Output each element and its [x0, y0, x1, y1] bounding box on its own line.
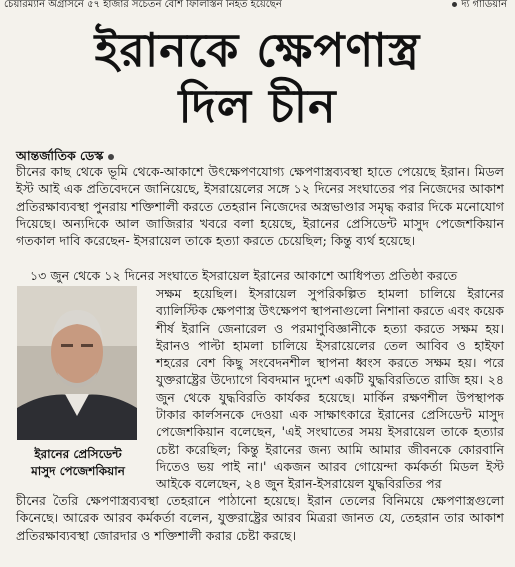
article-paragraph-2-lead: ১৩ জুন থেকে ১২ দিনের সংঘাতে ইসরায়েল ইরানের আকাশে আধিপত্য প্রতিষ্ঠা করতে: [30, 268, 458, 283]
caption-line-2: মাসুদ পেজেশকিয়ান: [31, 464, 125, 478]
article-paragraph-2-wrapped: সক্ষম হয়েছিল। ইসরায়েল সুপরিকল্পিত হামলা চালিয়ে ইরানের ব্যালিস্টিক ক্ষেপণাস্ত্র উৎক্ষেপণ স্থাপনাগুলো নিশানা করতে এবং কয়েক শীর্ষ ইরানি জেনারেল ও পরমাণুবিজ্ঞানীকে হত্যা করতে সক্ষম হয়। ইরানও পাল্টা হামলা চালিয়ে ইসরায়েলের তেল আবিব ও হাইফা শহরের বেশ কিছু সংবেদনশীল স্থাপনা ধ্বংস করতে সক্ষম হয়। পরে যুক্তরাষ্ট্রের উদ্যোগে বিবদমান দুদেশ একটি যুদ্ধবিরতিতে রাজি হয়। ২৪ জুন থেকে যুদ্ধবিরতি কার্যকর হয়েছে। মার্কিন রক্ষণশীল উপস্থাপক টাকার কার্লসনকে দেওয়া এক সাক্ষাৎকারে ইরানের প্রেসিডেন্ট মাসুদ পেজেশকিয়ান বলেছেন, 'এই সংঘাতের সময় ইসরায়েল তাকে হত্যার চেষ্টা করেছিল; কিন্তু ইরানের জন্য আমি আমার জীবনকে কোরবানি দিতেও ভয় পাই না।' একজন আরব গোয়েন্দা কর্মকর্তা মিডল ইস্ট আইকে বলেছেন, ২৪ জুন ইরান-ইসরায়েল যুদ্ধবিরতির পর: [156, 286, 504, 492]
headline-line-2: দিল চীন: [178, 79, 337, 133]
top-strip-teaser: চেয়ারম্যান অগ্রাসনে ৫৭ হাজার সচেতন বেশি ফিলিস্তিন নিহত হয়েছেন: [4, 0, 282, 10]
article-paragraph-2-tail: চীনের তৈরি ক্ষেপণাস্ত্রব্যবস্থা তেহরানে পাঠানো হয়েছে। ইরান তেলের বিনিময়ে ক্ষেপণাস্ত্রগুলো কিনেছে। আরেক আরব কর্মকর্তা বলেন, যুক্তরাষ্ট্রের আরব মিত্ররা জানত যে, তেহরান তার আকাশ প্রতিরক্ষাব্যবস্থা জোরদার ও শক্তিশালী করার চেষ্টা করছে।: [16, 493, 504, 543]
section-label-text: আন্তর্জাতিক ডেস্ক: [16, 148, 104, 163]
photo-caption: [14, 446, 142, 480]
article-paragraph-1: চীনের কাছ থেকে ভূমি থেকে-আকাশে উৎক্ষেপণযোগ্য ক্ষেপণাস্ত্রব্যবস্থা হাতে পেয়েছে ইরান। মিডল ইস্ট আই এক প্রতিবেদনে জানিয়েছে, ইসরায়েলের সঙ্গে ১২ দিনের সংঘাতের পর নিজেদের আকাশ প্রতিরক্ষাব্যবস্থা পুনরায় শক্তিশালী করতে তেহরান নিজেদের অস্ত্রভাণ্ডার সমৃদ্ধ করার দিকে মনোযোগ দিয়েছে। অন্যদিকে আল জাজিরার খবরে বলা হয়েছে, ইরানের প্রেসিডেন্ট মাসুদ পেজেশকিয়ান গতকাল দাবি করেছেন- ইসরায়েল তাকে হত্যা করতে চেয়েছিল; কিন্তু ব্যর্থ হয়েছে।: [16, 164, 504, 249]
source-label: দ্য গার্ডিয়ান: [461, 0, 507, 10]
top-strip-source: [452, 0, 507, 12]
bullet-icon: [108, 154, 114, 160]
bullet-icon: [452, 2, 457, 7]
headline: [0, 22, 515, 134]
top-strip: [0, 0, 515, 12]
portrait-image: [17, 286, 137, 440]
headline-line-1: ইরানকে ক্ষেপণাস্ত্র: [94, 23, 421, 77]
caption-line-1: ইরানের প্রেসিডেন্ট: [34, 447, 122, 461]
president-photo: [17, 286, 137, 440]
